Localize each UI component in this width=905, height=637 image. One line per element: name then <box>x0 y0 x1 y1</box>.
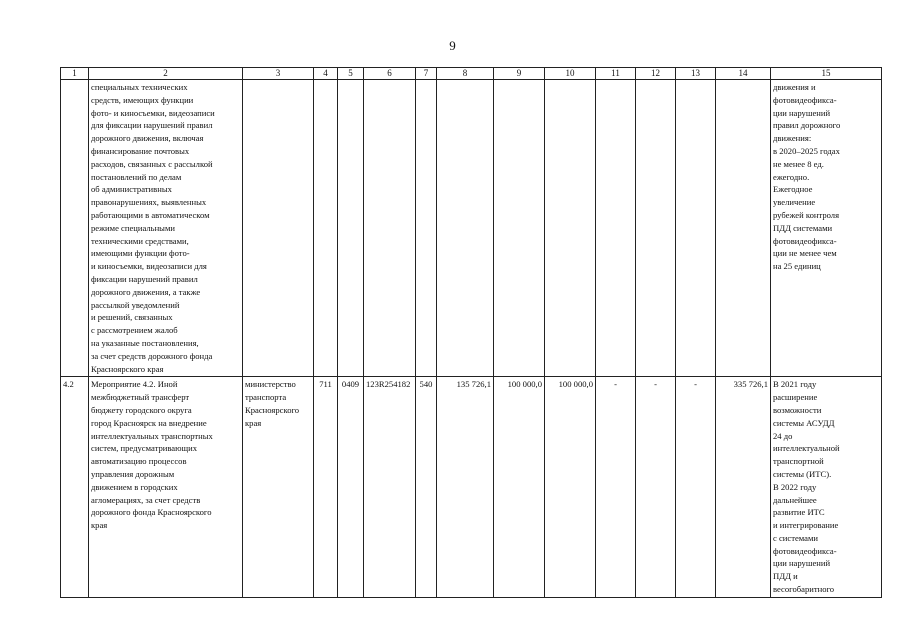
row1-col1 <box>61 80 89 377</box>
header-cell-9: 9 <box>494 68 545 80</box>
row2-number: 4.2 <box>61 377 89 598</box>
row1-col11 <box>596 80 636 377</box>
table-row <box>61 80 882 377</box>
row1-col14 <box>716 80 771 377</box>
row1-col4 <box>314 80 338 377</box>
header-cell-13: 13 <box>676 68 716 80</box>
row2-total-amount: 335 726,1 <box>716 377 771 598</box>
row2-target-code: 123R254182 <box>364 377 416 598</box>
row2-description: Мероприятие 4.2. Иной межбюджетный трансферт бюджету городского округа город Красноярск на внедрение интеллектуальных транспортных систем, предусматривающих автоматизацию процессов управления дорожным движением в городских агломерациях, за счет средств дорожного фонда Красноярского края <box>89 377 243 598</box>
row2-year2-amount: 100 000,0 <box>494 377 545 598</box>
row1-col5 <box>338 80 364 377</box>
header-cell-11: 11 <box>596 68 636 80</box>
header-cell-6: 6 <box>364 68 416 80</box>
row2-col12: - <box>636 377 676 598</box>
row1-col3 <box>243 80 314 377</box>
row1-col13 <box>676 80 716 377</box>
row2-grbs-code: 711 <box>314 377 338 598</box>
row2-expense-type: 540 <box>416 377 437 598</box>
header-cell-2: 2 <box>89 68 243 80</box>
row1-col9 <box>494 80 545 377</box>
header-cell-3: 3 <box>243 68 314 80</box>
row2-col13: - <box>676 377 716 598</box>
header-cell-1: 1 <box>61 68 89 80</box>
header-cell-10: 10 <box>545 68 596 80</box>
row2-year1-amount: 135 726,1 <box>437 377 494 598</box>
row1-col6 <box>364 80 416 377</box>
row2-result: В 2021 году расширение возможности системы АСУДД 24 до интеллектуальной транспортной системы (ИТС). В 2022 году дальнейшее развитие ИТС и интегрирование с системами фотовидеофикса- ции нарушений ПДД и весогобаритного <box>771 377 882 598</box>
row2-year3-amount: 100 000,0 <box>545 377 596 598</box>
program-table <box>60 67 882 598</box>
row1-description: специальных технических средств, имеющих функции фото- и киносъемки, видеозаписи для фиксации нарушений правил дорожного движения, включая финансирование почтовых расходов, связанных с рассылкой постановлений по делам об административных правонарушениях, выявленных работающими в автоматическом режиме специальными техническими средствами, имеющими функции фото- и киносъемки, видеозаписи для фиксации нарушений правил дорожного движения, а также рассылкой уведомлений и решений, связанных с рассмотрением жалоб на указанные постановления, за счет средств дорожного фонда Красноярского края <box>89 80 243 377</box>
row2-section-code: 0409 <box>338 377 364 598</box>
header-cell-15: 15 <box>771 68 882 80</box>
header-cell-8: 8 <box>437 68 494 80</box>
row1-col7 <box>416 80 437 377</box>
header-cell-7: 7 <box>416 68 437 80</box>
row2-executor: министерство транспорта Красноярского края <box>243 377 314 598</box>
header-cell-14: 14 <box>716 68 771 80</box>
row2-col11: - <box>596 377 636 598</box>
row1-col8 <box>437 80 494 377</box>
header-cell-12: 12 <box>636 68 676 80</box>
page-number: 9 <box>449 38 456 53</box>
row1-col12 <box>636 80 676 377</box>
row1-result: движения и фотовидеофикса- ции нарушений правил дорожного движения: в 2020–2025 годах не менее 8 ед. ежегодно. Ежегодное увеличение рубежей контроля ПДД системами фотовидеофикса- ции не менее чем на 25 единиц <box>771 80 882 377</box>
header-row <box>61 68 882 80</box>
row1-col10 <box>545 80 596 377</box>
header-cell-4: 4 <box>314 68 338 80</box>
table-row <box>61 377 882 598</box>
header-cell-5: 5 <box>338 68 364 80</box>
